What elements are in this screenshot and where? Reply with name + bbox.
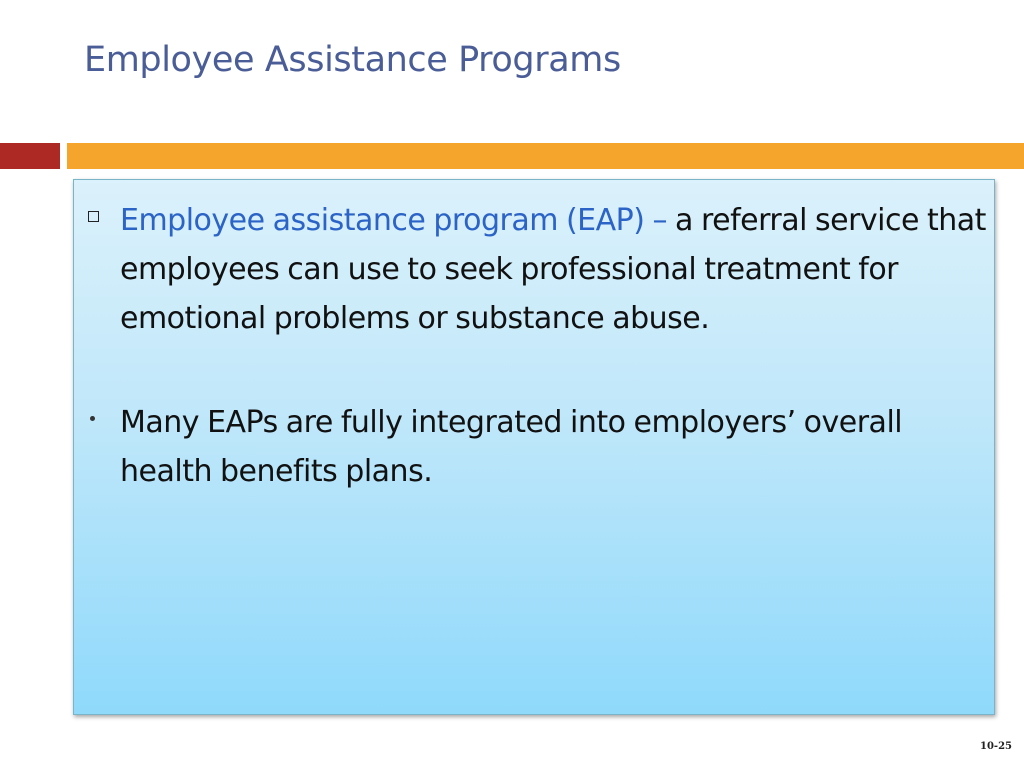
- dot-bullet-icon: [88, 413, 95, 421]
- slide-title: Employee Assistance Programs: [84, 40, 621, 80]
- bullet-text: [120, 196, 990, 343]
- content-box: [73, 179, 995, 715]
- eap-term: Employee assistance program (EAP) –: [120, 203, 667, 238]
- square-bullet-icon: [88, 211, 99, 222]
- title-rule-red-segment: [0, 143, 60, 169]
- page-number: 10-25: [980, 741, 1012, 752]
- eap-definition: a referral service that employees can use to seek professional treatment for emotional problems or substance abuse.: [120, 203, 986, 336]
- title-rule-orange-segment: [67, 143, 1024, 169]
- bullet-text: Many EAPs are fully integrated into employers’ overall health benefits plans.: [120, 405, 903, 489]
